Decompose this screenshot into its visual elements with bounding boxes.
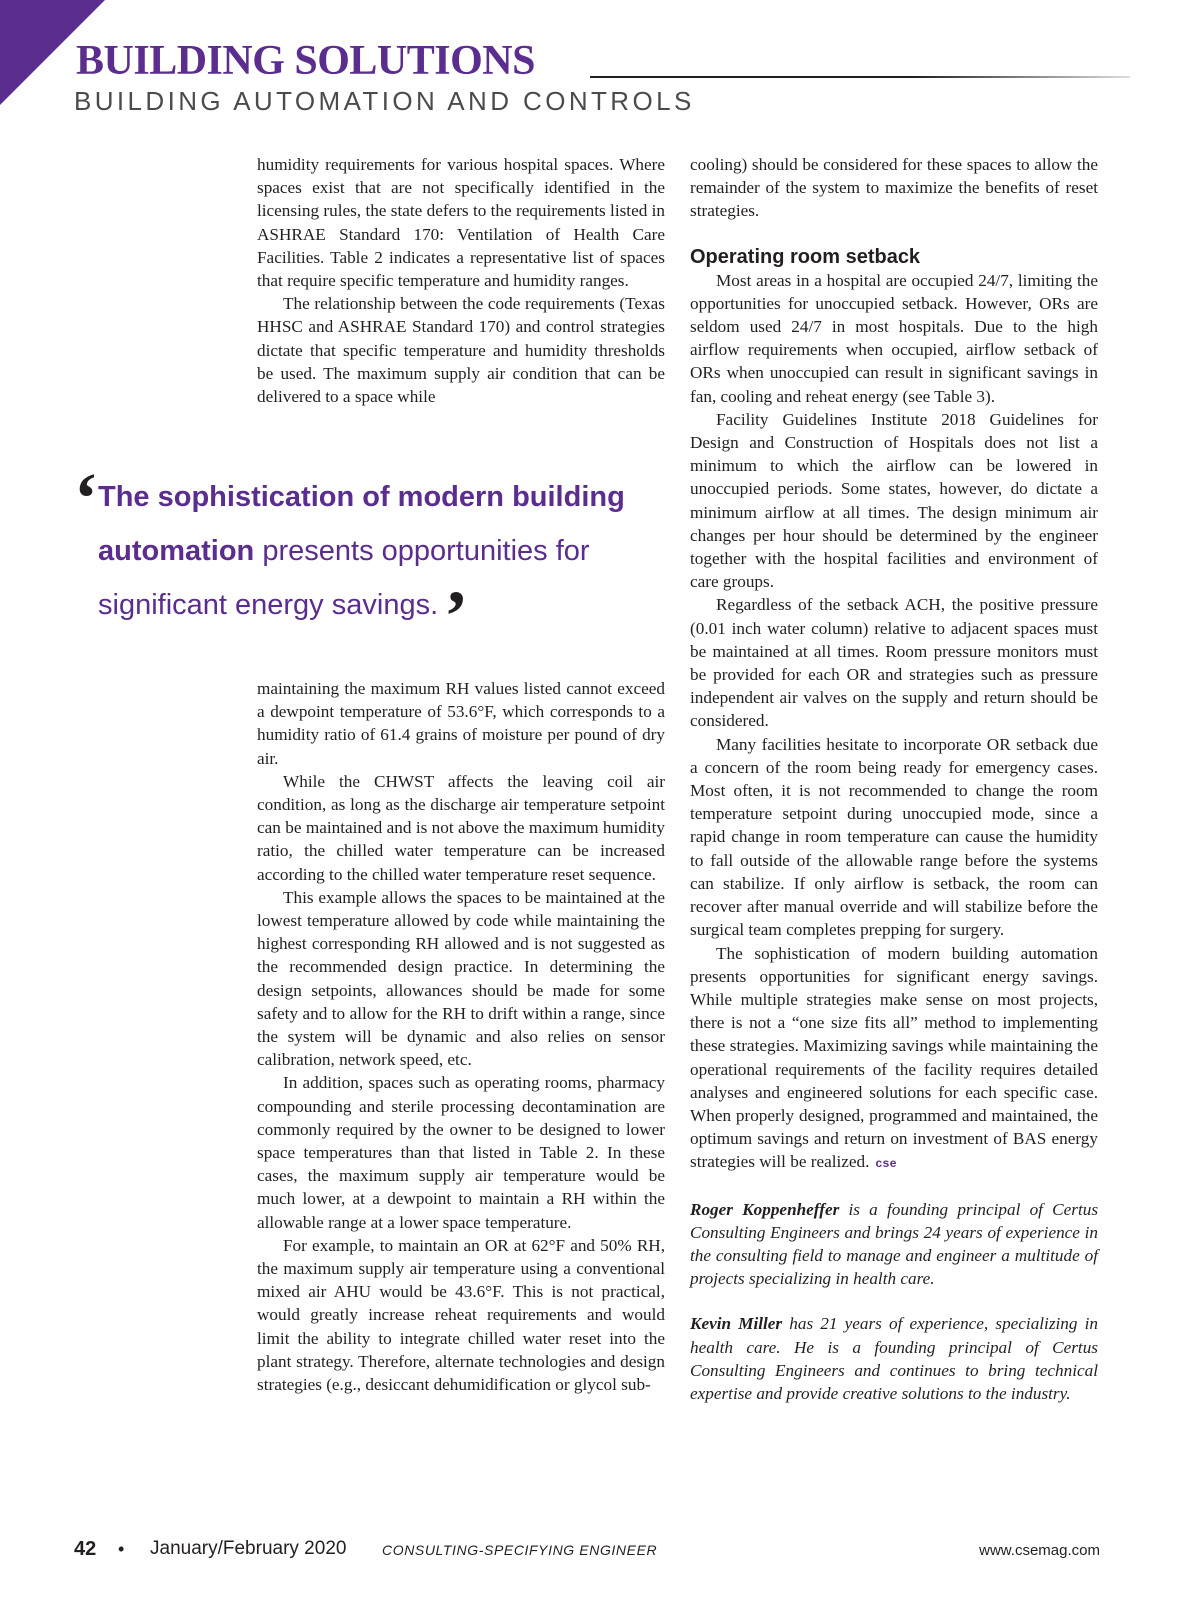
website-url: www.csemag.com: [979, 1542, 1100, 1559]
pull-quote: [74, 458, 674, 656]
paragraph: humidity requirements for various hospital spaces. Where spaces exist that are not specifically identified in the licensing rules, the state defers to the requirements listed in ASHRAE Standard 170: Ventilation of Health Care Facilities. Table 2 indicates a representative list of spaces that require specific temperature and humidity ranges.: [257, 155, 665, 291]
paragraph: cooling) should be considered for these spaces to allow the remainder of the system to maximize the benefits of reset strategies.: [690, 155, 1098, 221]
pull-quote-bold: The sophistication of modern building automation: [98, 481, 625, 567]
magazine-name: CONSULTING-SPECIFYING ENGINEER: [382, 1542, 658, 1558]
open-quote-mark: ‘: [74, 458, 98, 538]
paragraph: This example allows the spaces to be maintained at the lowest temperature allowed by code while maintaining the highest corresponding RH allowed and is not suggested as the recommended design practice. In determining the design setpoints, allowances should be made for some safety and to allow for the RH to drift within a range, since the system will be dynamic and also relies on sensor calibration, network speed, etc.: [257, 887, 665, 1070]
subheading: Operating room setback: [690, 245, 921, 268]
paragraph: Most areas in a hospital are occupied 24/7, limiting the opportunities for unoccupied setback. However, ORs are seldom used 24/7 in most hospitals. Due to the high airflow requirements when occupied, airflow setback of ORs when unoccupied can result in significant savings in fan, cooling and reheat energy (see Table 3).: [690, 270, 1098, 406]
paragraph: Regardless of the setback ACH, the positive pressure (0.01 inch water column) relative to adjacent spaces must be maintained at all times. Room pressure monitors must be provided for each OR and strategies such as pressure independent air valves on the supply and return should be considered.: [690, 595, 1098, 731]
paragraph: While the CHWST affects the leaving coil air condition, as long as the discharge air temperature setpoint can be maintained and is not above the maximum humidity ratio, the chilled water temperature can be increased according to the chilled water temperature reset sequence.: [257, 771, 665, 884]
title-rule: [590, 76, 1130, 78]
section-subtitle: BUILDING AUTOMATION AND CONTROLS: [74, 86, 695, 116]
author-bio: Kevin Miller has 21 years of experience, specializing in health care. He is a founding principal of Certus Consulting Engineers and continues to bring technical expertise and provide creative solutions to the industry.: [690, 1314, 1098, 1403]
paragraph: Facility Guidelines Institute 2018 Guidelines for Design and Construction of Hospitals does not list a minimum to which the airflow can be lowered in unoccupied periods. Some states, however, do dictate a minimum airflow at all times. The design minimum air changes per hour should be determined by the engineer together with the hospital facilities and environment of care groups.: [690, 409, 1098, 592]
page-number: 42: [74, 1538, 97, 1560]
paragraph: In addition, spaces such as operating rooms, pharmacy compounding and sterile processing decontamination are commonly required by the owner to be designed to lower space temperatures than that listed in Table 2. In these cases, the maximum supply air temperature would be much lower, at a dewpoint to maintain a RH within the allowable range at a lower space temperature.: [257, 1073, 665, 1232]
paragraph-final: The sophistication of modern building automation presents opportunities for significant energy savings. While multiple strategies make sense on most projects, there is not a “one size fits all” method to implementing these strategies. Maximizing savings while maintaining the operational requirements of the facility requires detailed analyses and engineered solutions for each specific case. When properly designed, programmed and maintained, the optimum savings and return on investment of BAS energy strategies will be realized. cse: [690, 943, 1098, 1172]
issue-date: January/February 2020: [150, 1538, 347, 1559]
paragraph: The relationship between the code requirements (Texas HHSC and ASHRAE Standard 170) and control strategies dictate that specific temperature and humidity thresholds be used. The maximum supply air condition that can be delivered to a space while: [257, 294, 665, 407]
cse-end-mark: cse: [875, 1156, 897, 1171]
section-title: BUILDING SOLUTIONS: [76, 38, 535, 84]
close-quote-mark: ’: [444, 576, 469, 656]
paragraph: Many facilities hesitate to incorporate OR setback due a concern of the room being ready for emergency cases. Most often, it is not recommended to change the room temperature setpoint during unoccupied mode, since a rapid change in room temperature can cause the humidity to fall outside of the allowable range before the systems can stabilize. If only airflow is setback, the room can recover after manual override and will stabilize before the surgical team completes prepping for surgery.: [690, 734, 1098, 940]
pull-quote-rest: presents opportunities for significant energy savings.: [98, 535, 590, 621]
author-bio: Roger Koppenheffer is a founding principal of Certus Consulting Engineers and brings 24 years of experience in the consulting field to manage and engineer a multitude of projects specializing in health care.: [690, 1199, 1099, 1289]
author-name: Kevin Miller: [690, 1314, 783, 1334]
paragraph: maintaining the maximum RH values listed cannot exceed a dewpoint temperature of 53.6°F, which corresponds to a humidity ratio of 61.4 grains of moisture per pound of dry air.: [257, 679, 665, 768]
left-column-top: [257, 153, 665, 408]
author-name: Roger Koppenheffer: [690, 1199, 840, 1219]
left-column-bottom: [257, 677, 665, 1396]
paragraph: For example, to maintain an OR at 62°F and 50% RH, the maximum supply air temperature using a conventional mixed air AHU would be 43.6°F. This is not practical, would greatly increase reheat requirements and would limit the ability to integrate chilled water reset into the plant strategy. Therefore, alternate technologies and design strategies (e.g., desiccant dehumidification or glycol sub-: [257, 1235, 665, 1395]
footer-bullet: •: [118, 1539, 125, 1559]
right-column: [690, 153, 1098, 1405]
